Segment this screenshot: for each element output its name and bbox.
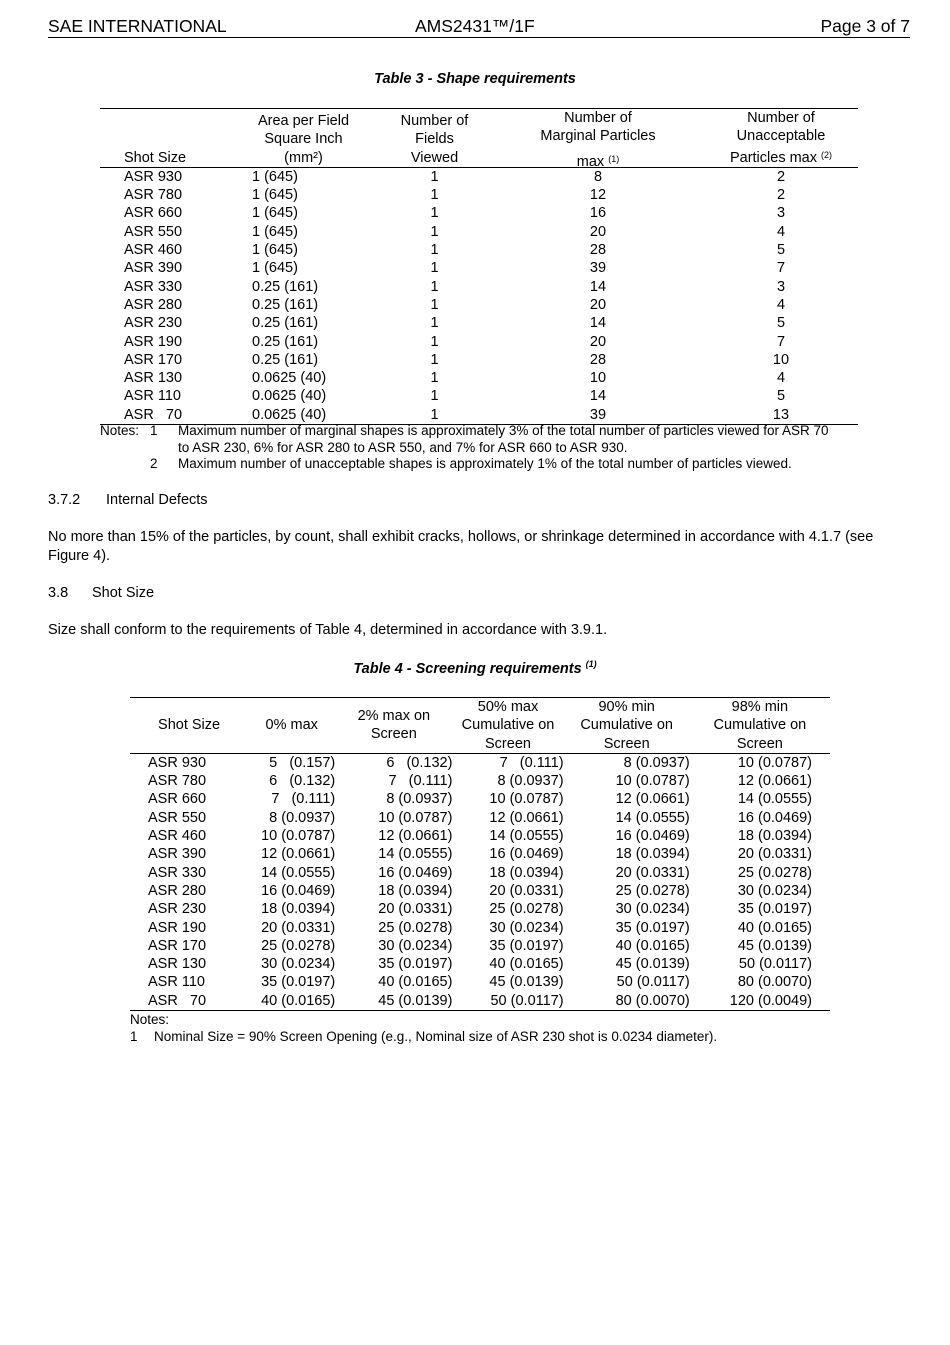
shot-size-cell: ASR 70 [124, 406, 183, 423]
value-cell: 8 (0.0937) [269, 809, 336, 826]
value-cell: 14 [589, 388, 607, 405]
shot-size-cell: ASR 390 [124, 260, 183, 277]
value-cell: 1 [430, 388, 439, 405]
note-number: 1 [150, 423, 158, 438]
note-number: 1 [130, 1029, 138, 1044]
value-cell: 2 [776, 168, 786, 185]
value-cell: 0.25 (161) [252, 315, 319, 332]
value-cell: 10 (0.0787) [378, 809, 453, 826]
table3-col-fields: Number of Fields Viewed [377, 109, 492, 168]
value-cell: 1 [430, 315, 439, 332]
table4-col-shot-size: Shot Size [130, 698, 248, 754]
table-row [130, 882, 830, 900]
value-cell: 1 [430, 168, 439, 185]
value-cell: 1 [430, 296, 439, 313]
header-page-number: Page 3 of 7 [820, 16, 910, 36]
value-cell: 18 (0.0394) [615, 846, 690, 863]
value-cell: 1 (645) [252, 260, 298, 277]
note-text: Maximum number of marginal shapes is approximately 3% of the total number of particles viewed for ASR 70 to ASR 230, 6% for ASR 280 to ASR 550, and 7% for ASR 660 to ASR 930. [178, 423, 829, 455]
table-row [100, 186, 858, 204]
value-cell: 35 (0.0197) [261, 974, 336, 991]
value-cell: 4 [776, 296, 786, 313]
value-cell: 5 [776, 388, 786, 405]
table-row [130, 900, 830, 918]
shot-size-cell: ASR 280 [124, 296, 183, 313]
shot-size-cell: ASR 190 [148, 919, 207, 936]
value-cell: 16 (0.0469) [261, 882, 336, 899]
value-cell: 45 (0.0139) [489, 974, 564, 991]
table-row [100, 204, 858, 222]
table3-notes [100, 423, 858, 473]
value-cell: 7 (0.111) [499, 754, 564, 771]
shot-size-cell: ASR 330 [148, 864, 207, 881]
value-cell: 13 [772, 406, 790, 423]
value-cell: 30 (0.0234) [261, 956, 336, 973]
value-cell: 50 (0.0117) [490, 992, 564, 1009]
value-cell: 16 (0.0469) [489, 846, 564, 863]
shot-size-cell: ASR 330 [124, 278, 183, 295]
value-cell: 14 [589, 315, 607, 332]
value-cell: 18 (0.0394) [261, 901, 336, 918]
table-row [130, 864, 830, 882]
value-cell: 0.25 (161) [252, 333, 319, 350]
notes-label: Notes: [130, 1012, 170, 1027]
shot-size-cell: ASR 390 [148, 846, 207, 863]
value-cell: 16 (0.0469) [737, 809, 812, 826]
header-doc-id: AMS2431™/1F [415, 16, 535, 36]
table-row [130, 919, 830, 937]
value-cell: 12 (0.0661) [737, 773, 812, 790]
value-cell: 80 (0.0070) [615, 992, 690, 1009]
table4-header-row [130, 698, 830, 754]
value-cell: 0.25 (161) [252, 351, 319, 368]
value-cell: 35 (0.0197) [378, 956, 453, 973]
value-cell: 10 (0.0787) [737, 754, 812, 771]
table-row [100, 259, 858, 277]
value-cell: 20 [589, 333, 607, 350]
table3-shape-requirements [100, 108, 858, 425]
shot-size-cell: ASR 130 [124, 370, 183, 387]
value-cell: 7 [776, 333, 786, 350]
value-cell: 35 (0.0197) [737, 901, 812, 918]
value-cell: 8 (0.0937) [623, 754, 690, 771]
value-cell: 12 [589, 187, 607, 204]
value-cell: 3 [776, 278, 786, 295]
table-row [130, 753, 830, 772]
value-cell: 1 (645) [252, 168, 298, 185]
section-number: 3.7.2 [48, 492, 81, 508]
value-cell: 1 (645) [252, 187, 298, 204]
value-cell: 1 [430, 351, 439, 368]
value-cell: 20 (0.0331) [261, 919, 336, 936]
value-cell: 30 (0.0234) [615, 901, 690, 918]
shot-size-cell: ASR 230 [124, 315, 183, 332]
value-cell: 35 (0.0197) [489, 937, 564, 954]
page-header [48, 15, 910, 38]
value-cell: 28 [589, 242, 607, 259]
value-cell: 0.25 (161) [252, 296, 319, 313]
shot-size-cell: ASR 460 [148, 828, 207, 845]
table-row [130, 827, 830, 845]
value-cell: 45 (0.0139) [615, 956, 690, 973]
table-row [130, 955, 830, 973]
value-cell: 10 (0.0787) [261, 828, 336, 845]
table-row [130, 937, 830, 955]
value-cell: 40 (0.0165) [261, 992, 336, 1009]
value-cell: 8 (0.0937) [497, 773, 564, 790]
section-3-8-heading [48, 584, 910, 603]
table-row [100, 406, 858, 425]
value-cell: 50 (0.0117) [738, 956, 812, 973]
shot-size-cell: ASR 660 [124, 205, 183, 222]
value-cell: 14 (0.0555) [489, 828, 564, 845]
value-cell: 4 [776, 370, 786, 387]
value-cell: 25 (0.0278) [615, 882, 690, 899]
shot-size-cell: ASR 110 [148, 974, 205, 991]
value-cell: 1 [430, 223, 439, 240]
table-row [130, 973, 830, 991]
shot-size-cell: ASR 460 [124, 242, 183, 259]
value-cell: 25 (0.0278) [737, 864, 812, 881]
shot-size-cell: ASR 280 [148, 882, 207, 899]
section-3-7-2-heading [48, 491, 910, 510]
table3-col-unacceptable: Number of Unacceptable Particles max $^{(2)}$ [704, 109, 858, 168]
table-row [100, 296, 858, 314]
value-cell: 12 (0.0661) [615, 791, 690, 808]
table-row [100, 167, 858, 186]
shot-size-cell: ASR 170 [148, 937, 207, 954]
value-cell: 6 (0.132) [386, 754, 453, 771]
value-cell: 1 [430, 333, 439, 350]
shot-size-cell: ASR 930 [124, 168, 183, 185]
value-cell: 20 (0.0331) [737, 846, 812, 863]
value-cell: 25 (0.0278) [261, 937, 336, 954]
value-cell: 25 (0.0278) [378, 919, 453, 936]
table-row [100, 241, 858, 259]
value-cell: 18 (0.0394) [737, 828, 812, 845]
value-cell: 30 (0.0234) [489, 919, 564, 936]
shot-size-cell: ASR 780 [148, 773, 207, 790]
value-cell: 28 [589, 351, 607, 368]
table3-col-marginal: Number of Marginal Particles max $^{(1)}$ [492, 109, 704, 168]
table-row [100, 278, 858, 296]
table3-col-area: Area per Field Square Inch (mm²) [252, 109, 377, 168]
value-cell: 1 [430, 370, 439, 387]
shot-size-cell: ASR 190 [124, 333, 183, 350]
shot-size-cell: ASR 110 [124, 388, 181, 405]
table4-col-2pct-max: 2% max on Screen [335, 698, 452, 754]
value-cell: 20 (0.0331) [489, 882, 564, 899]
table4-col-0pct-max: 0% max [248, 698, 335, 754]
table-row [130, 992, 830, 1011]
value-cell: 12 (0.0661) [489, 809, 564, 826]
table3-header-row [100, 109, 858, 168]
shot-size-cell: ASR 660 [148, 791, 207, 808]
value-cell: 20 (0.0331) [378, 901, 453, 918]
table3-caption: Table 3 - Shape requirements [374, 71, 576, 87]
value-cell: 8 (0.0937) [386, 791, 453, 808]
section-number: 3.8 [48, 585, 69, 601]
section-3-7-2-body: No more than 15% of the particles, by count, shall exhibit cracks, hollows, or shrinkage determined in accordance with 4.1.7 (see Figure 4). [48, 529, 874, 564]
notes-label: Notes: [100, 423, 140, 438]
value-cell: 20 [589, 223, 607, 240]
value-cell: 0.0625 (40) [252, 370, 327, 387]
value-cell: 80 (0.0070) [737, 974, 812, 991]
value-cell: 14 [589, 278, 607, 295]
value-cell: 7 (0.111) [388, 773, 453, 790]
value-cell: 1 [430, 242, 439, 259]
value-cell: 3 [776, 205, 786, 222]
note-text: Nominal Size = 90% Screen Opening (e.g., Nominal size of ASR 230 shot is 0.0234 diameter). [154, 1029, 718, 1044]
value-cell: 40 (0.0165) [378, 974, 453, 991]
value-cell: 40 (0.0165) [489, 956, 564, 973]
value-cell: 39 [589, 406, 607, 423]
value-cell: 45 (0.0139) [378, 992, 453, 1009]
value-cell: 18 (0.0394) [489, 864, 564, 881]
table-row [130, 790, 830, 808]
shot-size-cell: ASR 550 [148, 809, 207, 826]
shot-size-cell: ASR 130 [148, 956, 207, 973]
table4-caption: Table 4 - Screening requirements $^{(1)}$ [353, 659, 597, 677]
value-cell: 35 (0.0197) [615, 919, 690, 936]
value-cell: 30 (0.0234) [378, 937, 453, 954]
shot-size-cell: ASR 930 [148, 754, 207, 771]
value-cell: 12 (0.0661) [261, 846, 336, 863]
value-cell: 7 [776, 260, 786, 277]
value-cell: 1 [430, 278, 439, 295]
value-cell: 14 (0.0555) [615, 809, 690, 826]
value-cell: 10 (0.0787) [489, 791, 564, 808]
value-cell: 14 (0.0555) [261, 864, 336, 881]
value-cell: 50 (0.0117) [616, 974, 690, 991]
value-cell: 25 (0.0278) [489, 901, 564, 918]
value-cell: 45 (0.0139) [737, 937, 812, 954]
value-cell: 16 [589, 205, 607, 222]
value-cell: 1 (645) [252, 242, 298, 259]
table-row [130, 772, 830, 790]
value-cell: 16 (0.0469) [378, 864, 453, 881]
value-cell: 18 (0.0394) [378, 882, 453, 899]
table-row [100, 387, 858, 405]
table3-col-shot-size: Shot Size [100, 109, 252, 168]
value-cell: 1 (645) [252, 205, 298, 222]
table4-notes [130, 1011, 717, 1045]
value-cell: 5 [776, 315, 786, 332]
value-cell: 39 [589, 260, 607, 277]
value-cell: 1 [430, 205, 439, 222]
value-cell: 1 [430, 406, 439, 423]
table-row [130, 845, 830, 863]
note-text: Maximum number of unacceptable shapes is approximately 1% of the total number of particles viewed. [178, 456, 792, 471]
value-cell: 0.25 (161) [252, 278, 319, 295]
table-row [100, 369, 858, 387]
value-cell: 0.0625 (40) [252, 406, 327, 423]
value-cell: 1 (645) [252, 223, 298, 240]
value-cell: 40 (0.0165) [737, 919, 812, 936]
value-cell: 14 (0.0555) [378, 846, 453, 863]
value-cell: 14 (0.0555) [737, 791, 812, 808]
value-cell: 12 (0.0661) [378, 828, 453, 845]
shot-size-cell: ASR 550 [124, 223, 183, 240]
value-cell: 10 (0.0787) [615, 773, 690, 790]
table4-col-90pct-min: 90% min Cumulative on Screen [564, 698, 690, 754]
shot-size-cell: ASR 70 [148, 992, 207, 1009]
shot-size-cell: ASR 230 [148, 901, 207, 918]
value-cell: 7 (0.111) [271, 791, 336, 808]
value-cell: 40 (0.0165) [615, 937, 690, 954]
table-row [100, 333, 858, 351]
table-row [100, 223, 858, 241]
value-cell: 0.0625 (40) [252, 388, 327, 405]
table-row [100, 314, 858, 332]
value-cell: 1 [430, 260, 439, 277]
section-title: Internal Defects [106, 492, 208, 508]
table-row [100, 351, 858, 369]
value-cell: 10 [589, 370, 607, 387]
value-cell: 2 [776, 187, 786, 204]
value-cell: 30 (0.0234) [737, 882, 812, 899]
shot-size-cell: ASR 170 [124, 351, 183, 368]
table4-screening-requirements [130, 697, 830, 1011]
value-cell: 4 [776, 223, 786, 240]
value-cell: 120 (0.0049) [729, 992, 812, 1009]
header-org: SAE INTERNATIONAL [48, 16, 227, 36]
note-number: 2 [150, 456, 158, 471]
value-cell: 20 [589, 296, 607, 313]
value-cell: 8 [593, 168, 603, 185]
value-cell: 10 [772, 351, 790, 368]
value-cell: 5 (0.157) [269, 754, 336, 771]
value-cell: 20 (0.0331) [615, 864, 690, 881]
section-title: Shot Size [92, 585, 155, 601]
section-3-8-body: Size shall conform to the requirements of Table 4, determined in accordance with 3.9.1. [48, 622, 608, 638]
value-cell: 1 [430, 187, 439, 204]
value-cell: 16 (0.0469) [615, 828, 690, 845]
table4-col-98pct-min: 98% min Cumulative on Screen [690, 698, 830, 754]
table-row [130, 809, 830, 827]
table4-col-50pct-max: 50% max Cumulative on Screen [452, 698, 563, 754]
value-cell: 5 [776, 242, 786, 259]
value-cell: 6 (0.132) [269, 773, 336, 790]
shot-size-cell: ASR 780 [124, 187, 183, 204]
